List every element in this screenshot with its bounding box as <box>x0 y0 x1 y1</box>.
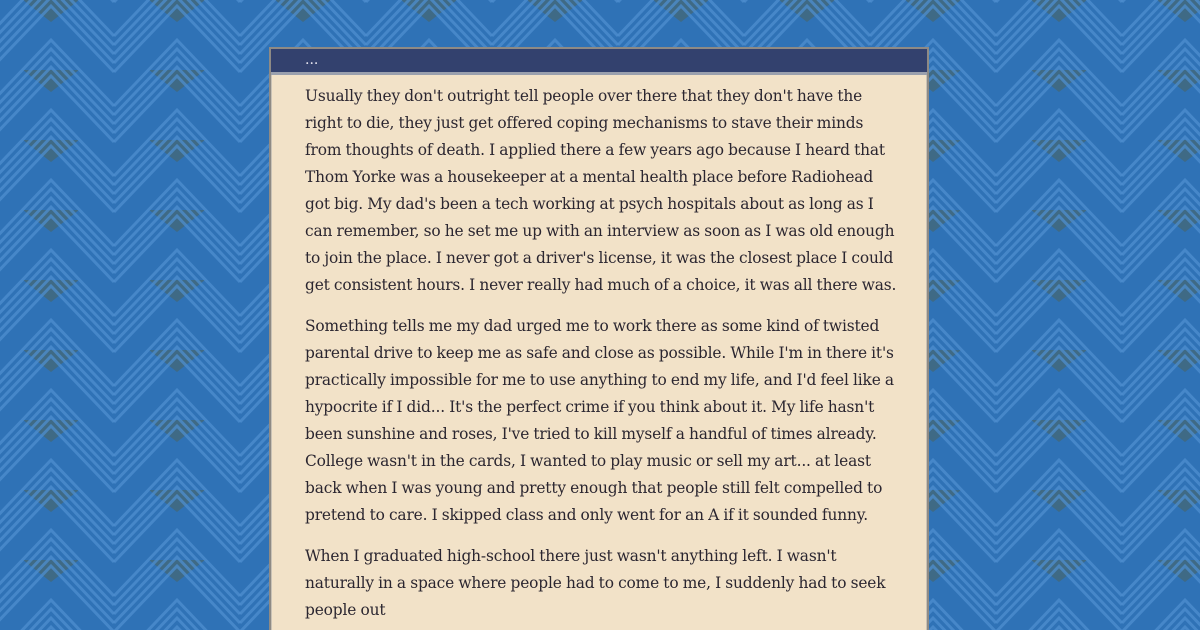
article-paragraph: When I graduated high-school there just wasn't anything left. I wasn't naturally in a space where people had to come to me, I suddenly had to seek people out <box>305 547 886 619</box>
article-paragraph: Usually they don't outright tell people over there that they don't have the right to die, they just get offered coping mechanisms to stave their minds from thoughts of death. I applied there a few years ago because I heard that Thom Yorke was a housekeeper at a mental health place before Radiohead got big. My dad's been a tech working at psych hospitals about as long as I can remember, so he set me up with an interview as soon as I was old enough to join the place. I never got a driver's license, it was the closest place I could get consistent hours. I never really had much of a choice, it was all there was. <box>305 87 897 294</box>
window-title: ... <box>305 52 319 68</box>
article-paragraph: Something tells me my dad urged me to work there as some kind of twisted parental drive to keep me as safe and close as possible. While I'm in there it's practically impossible for me to use anything to end my life, and I'd feel like a hypocrite if I did... It's the perfect crime if you think about it. My life hasn't been sunshine and roses, I've tried to kill myself a handful of times already. College wasn't in the cards, I wanted to play music or sell my art... at least back when I was young and pretty enough that people still felt compelled to pretend to care. I skipped class and only went for an A if it sounded funny. <box>305 317 894 524</box>
window-titlebar <box>271 49 927 75</box>
article-content <box>271 75 927 624</box>
text-window <box>269 47 929 630</box>
